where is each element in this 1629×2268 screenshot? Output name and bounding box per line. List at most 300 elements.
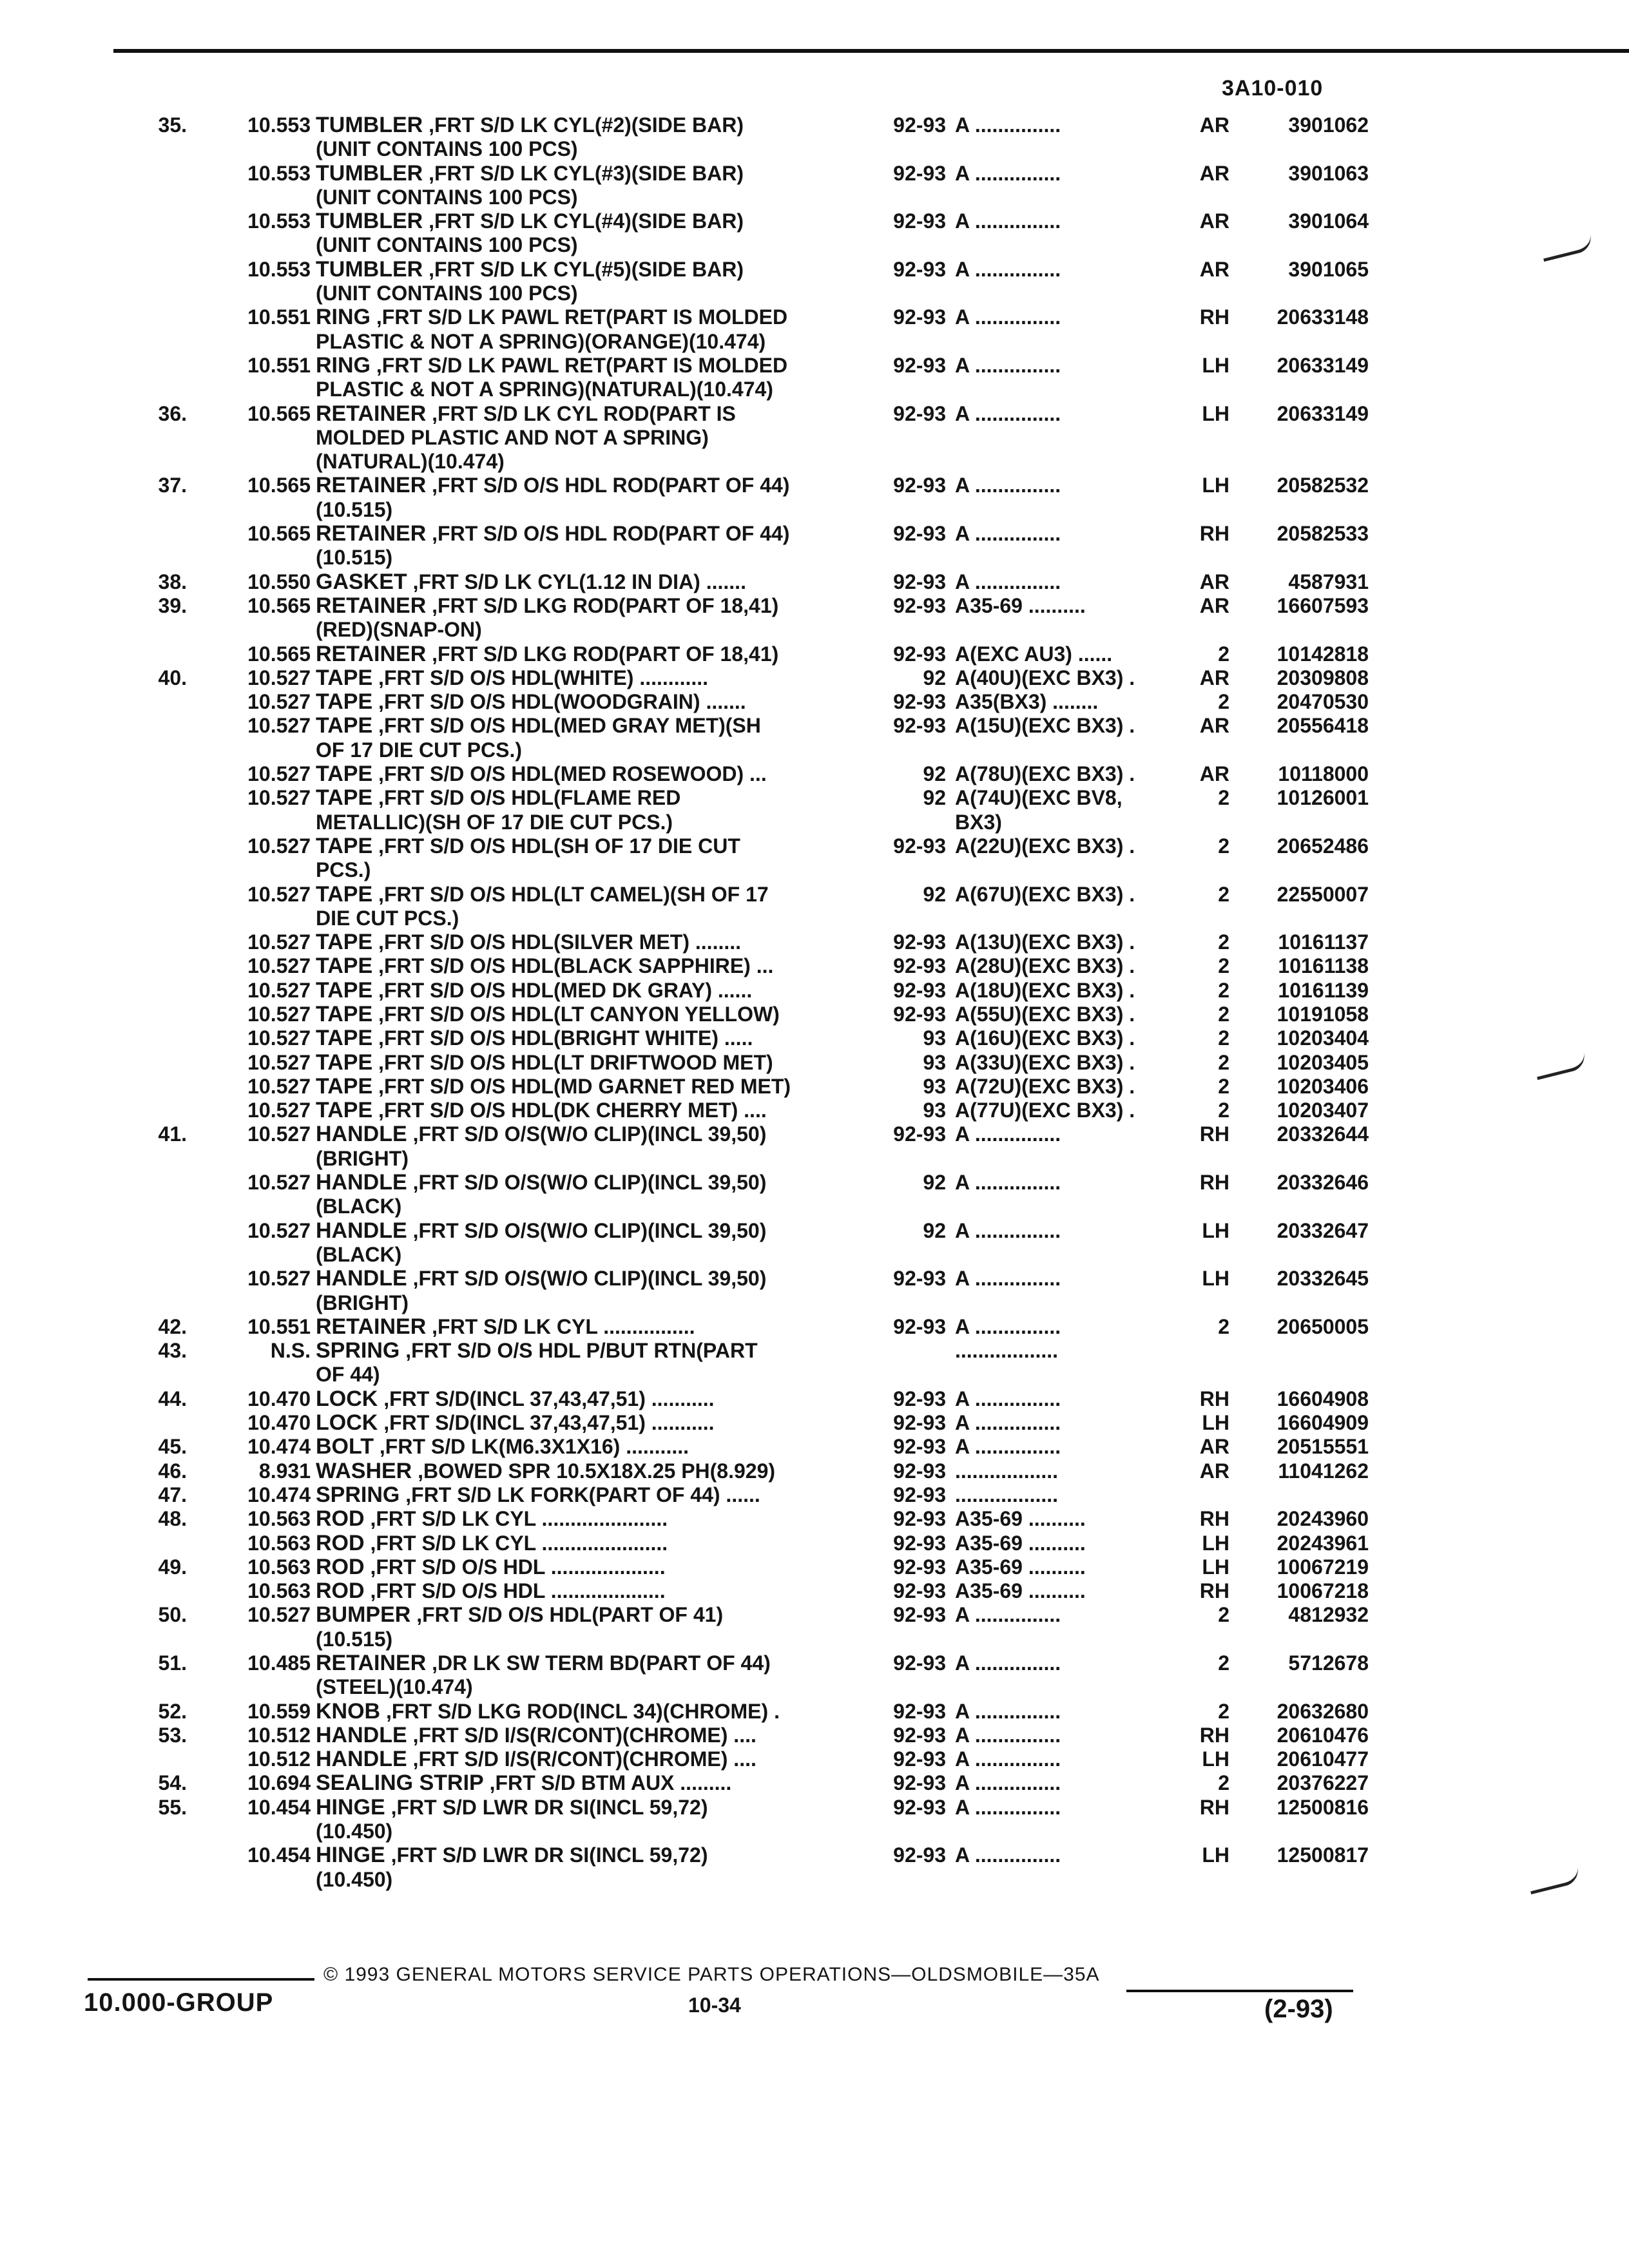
parts-row [0,1507,1629,1531]
part-name: KNOB [316,1698,381,1724]
group-number: 10.527 [247,1218,311,1242]
group-number: 10.551 [247,1314,311,1338]
part-number: 20376227 [1277,1771,1369,1795]
parts-row [0,811,1629,834]
part-name: TAPE [316,833,373,858]
part-number: 16604909 [1277,1411,1369,1435]
part-number: 10161138 [1278,954,1369,978]
group-number: 10.474 [247,1483,311,1506]
part-description [316,786,867,810]
item-number: 53. [158,1723,187,1747]
group-number: 10.563 [247,1555,311,1579]
group-number: 10.485 [247,1651,311,1675]
model-code: .................. [955,1339,1059,1363]
item-number: 50. [158,1603,187,1627]
model-year: 92-93 [893,954,946,978]
part-description [316,954,867,978]
parts-row [0,1147,1629,1171]
model-year: 93 [923,1099,946,1122]
group-number: 10.527 [247,786,311,810]
part-description [316,282,867,305]
group-number: 10.527 [247,1050,311,1074]
part-description [316,1051,867,1075]
part-detail: (10.515) [316,497,393,521]
model-code: .................. [955,1483,1059,1506]
part-name: RING [316,352,371,378]
quantity: 2 [1218,834,1229,858]
parts-row [0,1243,1629,1267]
model-code: A ............... [955,161,1061,185]
part-name: TAPE [316,762,373,787]
part-number: 12500816 [1277,1795,1369,1819]
quantity: AR [1199,666,1229,689]
part-detail: ,FRT S/D O/S HDL(LT CANYON YELLOW) [372,1002,780,1026]
model-code: A(13U)(EXC BX3) . [955,930,1135,954]
part-detail: PLASTIC & NOT A SPRING)(NATURAL)(10.474) [316,378,773,401]
model-year: 92-93 [893,1555,946,1579]
model-year: 92 [923,786,946,810]
model-code: .................. [955,1459,1059,1483]
model-code: A(78U)(EXC BX3) . [955,762,1135,786]
quantity: AR [1199,714,1229,738]
part-name: HANDLE [316,1747,407,1772]
group-number: 10.527 [247,882,311,906]
parts-row [0,1579,1629,1603]
part-detail: ,FRT S/D O/S HDL P/BUT RTN(PART [400,1339,758,1363]
model-code: A ............... [955,1267,1061,1291]
quantity: LH [1202,1411,1229,1435]
model-year: 92-93 [893,1531,946,1555]
model-code: A ............... [955,1651,1061,1675]
parts-row [0,1051,1629,1075]
parts-row [0,1532,1629,1555]
item-number: 37. [158,474,187,497]
part-number: 20332647 [1277,1218,1369,1242]
item-number: 46. [158,1459,187,1483]
parts-row [0,1026,1629,1050]
model-code: A ............... [955,522,1061,546]
parts-row [0,474,1629,497]
parts-row [0,642,1629,666]
quantity: 2 [1218,1050,1229,1074]
model-year: 92-93 [893,1483,946,1506]
group-number: 10.470 [247,1411,311,1435]
part-description [316,498,867,522]
part-detail: ,FRT S/D LK PAWL RET(PART IS MOLDED [371,353,788,377]
parts-row [0,546,1629,570]
quantity: LH [1202,353,1229,377]
part-detail: (NATURAL)(10.474) [316,450,505,474]
part-number: 5712678 [1288,1651,1369,1675]
part-description [316,1026,867,1050]
part-detail: ,DR LK SW TERM BD(PART OF 44) [426,1651,771,1675]
part-number: 20650005 [1277,1314,1369,1338]
part-detail: ,FRT S/D O/S HDL .................... [364,1555,666,1579]
item-number: 49. [158,1555,187,1579]
part-detail: ,FRT S/D O/S HDL .................... [364,1579,666,1603]
model-year: 92-93 [893,1267,946,1291]
part-detail: ,FRT S/D LKG ROD(PART OF 18,41) [426,593,779,617]
model-code: A35-69 .......... [955,1555,1086,1579]
model-code: A ............... [955,353,1061,377]
model-year: 92 [923,1171,946,1195]
model-year: 92-93 [893,353,946,377]
part-description [316,883,867,907]
quantity: AR [1199,257,1229,281]
part-name: TAPE [316,954,373,979]
group-number: 10.512 [247,1747,311,1771]
part-name: BOLT [316,1434,374,1459]
part-description [316,858,867,882]
part-number: 20633149 [1277,401,1369,425]
model-code: A ............... [955,474,1061,497]
part-detail: ,FRT S/D O/S(W/O CLIP)(INCL 39,50) [407,1218,767,1242]
model-code: A35-69 .......... [955,1531,1086,1555]
model-year: 92-93 [893,161,946,185]
part-number: 10142818 [1277,642,1369,666]
part-name: TAPE [316,930,373,955]
part-number: 12500817 [1277,1843,1369,1867]
part-description [316,162,867,186]
model-code: A(74U)(EXC BV8, [955,786,1123,810]
quantity: RH [1199,522,1229,546]
part-description [316,258,867,282]
part-name: ROD [316,1554,365,1579]
model-code: A35-69 .......... [955,1507,1086,1531]
part-number: 16607593 [1277,593,1369,617]
part-number: 20309808 [1277,666,1369,689]
part-name: TUMBLER [316,256,423,282]
parts-row [0,666,1629,690]
part-description [316,1675,867,1699]
part-detail: ,FRT S/D LWR DR SI(INCL 59,72) [385,1843,708,1867]
part-description [316,1075,867,1099]
part-description [316,546,867,570]
quantity: RH [1199,1795,1229,1819]
part-description [316,930,867,954]
part-description [316,1387,867,1411]
group-number: 8.931 [258,1459,311,1483]
model-code: A ............... [955,1314,1061,1338]
parts-row [0,1219,1629,1243]
group-number: 10.454 [247,1843,311,1867]
part-number: 10118000 [1278,762,1369,786]
item-number: 48. [158,1507,187,1531]
part-detail: PCS.) [316,858,371,882]
part-description [316,305,867,329]
part-description [316,1459,867,1483]
quantity: 2 [1218,1026,1229,1050]
model-code: A ............... [955,1723,1061,1747]
part-description [316,1747,867,1771]
parts-row [0,690,1629,714]
part-detail: ,FRT S/D O/S HDL(BRIGHT WHITE) ..... [372,1026,753,1050]
parts-row [0,1315,1629,1339]
quantity: AR [1199,209,1229,233]
model-code: A ............... [955,1771,1061,1795]
part-detail: OF 17 DIE CUT PCS.) [316,738,523,762]
part-description [316,907,867,930]
quantity: 2 [1218,1603,1229,1627]
model-year: 92-93 [893,714,946,738]
part-detail: ,FRT S/D I/S(R/CONT)(CHROME) .... [407,1747,757,1771]
item-number: 36. [158,401,187,425]
model-code: A(72U)(EXC BX3) . [955,1074,1135,1098]
part-description [316,402,867,426]
part-description [316,666,867,690]
model-code: A ............... [955,113,1061,137]
quantity: 2 [1218,1314,1229,1338]
part-number: 20556418 [1277,714,1369,738]
item-number: 51. [158,1651,187,1675]
model-code: A(33U)(EXC BX3) . [955,1050,1135,1074]
quantity: RH [1199,1171,1229,1195]
quantity: 2 [1218,930,1229,954]
item-number: 39. [158,593,187,617]
top-rule [113,49,1629,53]
parts-row [0,1075,1629,1099]
part-description [316,1483,867,1507]
part-description [316,1555,867,1579]
part-name: TAPE [316,1098,373,1123]
part-description [316,1243,867,1267]
quantity: 2 [1218,1699,1229,1723]
part-detail: ,FRT S/D LKG ROD(PART OF 18,41) [426,642,779,666]
parts-row [0,1483,1629,1507]
part-description [316,450,867,474]
model-code: A ............... [955,1699,1061,1723]
group-number: N.S. [270,1339,311,1363]
item-number: 45. [158,1435,187,1459]
model-code: A35-69 .......... [955,1579,1086,1603]
part-detail: ,FRT S/D O/S(W/O CLIP)(INCL 39,50) [407,1171,767,1195]
parts-row [0,378,1629,401]
model-year: 93 [923,1026,946,1050]
quantity: RH [1199,1387,1229,1410]
parts-row [0,1771,1629,1795]
model-code: A(28U)(EXC BX3) . [955,954,1135,978]
quantity: 2 [1218,978,1229,1002]
item-number: 35. [158,113,187,137]
part-detail: ,FRT S/D O/S HDL(SH OF 17 DIE CUT [372,834,740,858]
model-code: A(40U)(EXC BX3) . [955,666,1135,689]
part-description [316,354,867,378]
model-code: A(77U)(EXC BX3) . [955,1099,1135,1122]
part-name: HANDLE [316,1170,407,1195]
model-year: 92-93 [893,1507,946,1531]
part-number: 4587931 [1288,570,1369,593]
model-code: A ............... [955,305,1061,329]
group-number: 10.527 [247,1099,311,1122]
part-name: LOCK [316,1410,378,1436]
group-number: 10.527 [247,930,311,954]
model-code: A ............... [955,209,1061,233]
quantity: LH [1202,1555,1229,1579]
group-number: 10.563 [247,1579,311,1603]
group-number: 10.553 [247,209,311,233]
quantity: LH [1202,1267,1229,1291]
model-year: 92-93 [893,1387,946,1410]
part-detail: ,FRT S/D O/S HDL(LT CAMEL)(SH OF 17 [372,882,769,906]
model-code: A ............... [955,1387,1061,1410]
part-detail: ,FRT S/D O/S HDL(SILVER MET) ........ [372,930,742,954]
part-number: 10067219 [1277,1555,1369,1579]
group-number: 10.527 [247,690,311,714]
model-code: A ............... [955,1171,1061,1195]
part-description [316,1796,867,1820]
parts-row [0,1195,1629,1218]
part-detail: ,FRT S/D LK CYL ...................... [364,1507,668,1531]
part-number: 20332644 [1277,1122,1369,1146]
parts-row [0,1651,1629,1675]
model-year: 93 [923,1050,946,1074]
quantity: 2 [1218,690,1229,714]
model-year: 92-93 [893,522,946,546]
parts-row [0,162,1629,186]
quantity: LH [1202,1843,1229,1867]
part-detail: MOLDED PLASTIC AND NOT A SPRING) [316,425,709,449]
group-number: 10.527 [247,714,311,738]
quantity: AR [1199,1435,1229,1459]
part-description [316,1267,867,1291]
part-name: TUMBLER [316,209,423,234]
part-name: SPRING [316,1482,400,1507]
part-detail: ,FRT S/D O/S HDL(WHITE) ............ [372,666,709,689]
part-name: HINGE [316,1843,385,1868]
parts-row [0,402,1629,426]
model-code: A ............... [955,570,1061,593]
part-description [316,426,867,450]
model-year: 92-93 [893,1002,946,1026]
parts-row [0,594,1629,618]
quantity: LH [1202,401,1229,425]
part-number: 20652486 [1277,834,1369,858]
parts-row [0,209,1629,233]
group-number: 10.527 [247,1603,311,1627]
part-number: 20633149 [1277,353,1369,377]
model-year: 92-93 [893,1843,946,1867]
parts-row [0,282,1629,305]
parts-row [0,786,1629,810]
model-year: 92-93 [893,1723,946,1747]
item-number: 52. [158,1699,187,1723]
part-detail: ,FRT S/D O/S HDL(MED GRAY MET)(SH [372,714,761,738]
parts-row [0,883,1629,907]
quantity: 2 [1218,642,1229,666]
model-code: A(22U)(EXC BX3) . [955,834,1135,858]
parts-row [0,113,1629,137]
part-name: TAPE [316,977,373,1003]
parts-row [0,498,1629,522]
model-year: 92-93 [893,1411,946,1435]
part-description [316,474,867,497]
group-number: 10.563 [247,1531,311,1555]
part-number: 10191058 [1277,1002,1369,1026]
parts-row [0,907,1629,930]
part-name: ROD [316,1579,365,1604]
quantity: 2 [1218,786,1229,810]
model-year: 92 [923,666,946,689]
quantity: 2 [1218,954,1229,978]
part-name: TAPE [316,665,373,690]
group-number: 10.565 [247,474,311,497]
part-name: RING [316,305,371,330]
parts-row [0,1603,1629,1627]
quantity: AR [1199,113,1229,137]
part-number: 20332646 [1277,1171,1369,1195]
group-number: 10.550 [247,570,311,593]
model-year: 92-93 [893,1771,946,1795]
part-description [316,1651,867,1675]
part-description [316,186,867,209]
model-year: 92-93 [893,1314,946,1338]
parts-row [0,450,1629,474]
group-number: 10.565 [247,401,311,425]
quantity: AR [1199,161,1229,185]
group-number: 10.527 [247,762,311,786]
model-code: A(EXC AU3) ...... [955,642,1113,666]
part-description [316,1724,867,1747]
part-number: 10203406 [1277,1074,1369,1098]
parts-row [0,1411,1629,1435]
part-number: 10161139 [1278,978,1369,1002]
part-name: GASKET [316,569,407,594]
part-description [316,1507,867,1531]
part-detail: (UNIT CONTAINS 100 PCS) [316,137,578,161]
quantity: AR [1199,1459,1229,1483]
group-number: 10.527 [247,1026,311,1050]
part-detail: (UNIT CONTAINS 100 PCS) [316,185,578,209]
parts-row [0,738,1629,762]
part-detail: ,FRT S/D LK CYL ROD(PART IS [426,401,736,425]
parts-row [0,1122,1629,1146]
model-code: A ............... [955,1411,1061,1435]
model-year: 92-93 [893,642,946,666]
part-name: RETAINER [316,401,427,426]
part-description [316,714,867,738]
part-description [316,1099,867,1122]
part-detail: ,FRT S/D O/S HDL(DK CHERRY MET) .... [372,1099,767,1122]
part-detail: ,FRT S/D LK CYL(#4)(SIDE BAR) [423,209,744,233]
part-number: 10203407 [1277,1099,1369,1122]
part-description [316,137,867,161]
parts-list [0,113,1629,1892]
parts-row [0,1868,1629,1892]
part-description [316,209,867,233]
model-year: 92-93 [893,930,946,954]
part-description [316,642,867,666]
parts-row [0,979,1629,1003]
part-description [316,690,867,714]
model-year: 92-93 [893,305,946,329]
part-detail: ,FRT S/D O/S HDL(LT DRIFTWOOD MET) [372,1050,773,1074]
part-name: HANDLE [316,1218,407,1243]
parts-row [0,1267,1629,1291]
part-number: 20610476 [1277,1723,1369,1747]
part-detail: ,FRT S/D LKG ROD(INCL 34)(CHROME) . [380,1699,780,1723]
part-detail: ,FRT S/D LK CYL(#2)(SIDE BAR) [423,113,744,137]
part-name: SPRING [316,1338,400,1363]
parts-row [0,258,1629,282]
parts-row [0,1435,1629,1459]
parts-row [0,354,1629,378]
parts-row [0,1796,1629,1820]
part-description [316,570,867,594]
copyright-line: © 1993 GENERAL MOTORS SERVICE PARTS OPERATIONS—OLDSMOBILE—35A [323,1964,1100,1985]
model-code: A ............... [955,1747,1061,1771]
parts-row [0,330,1629,354]
parts-row [0,426,1629,450]
